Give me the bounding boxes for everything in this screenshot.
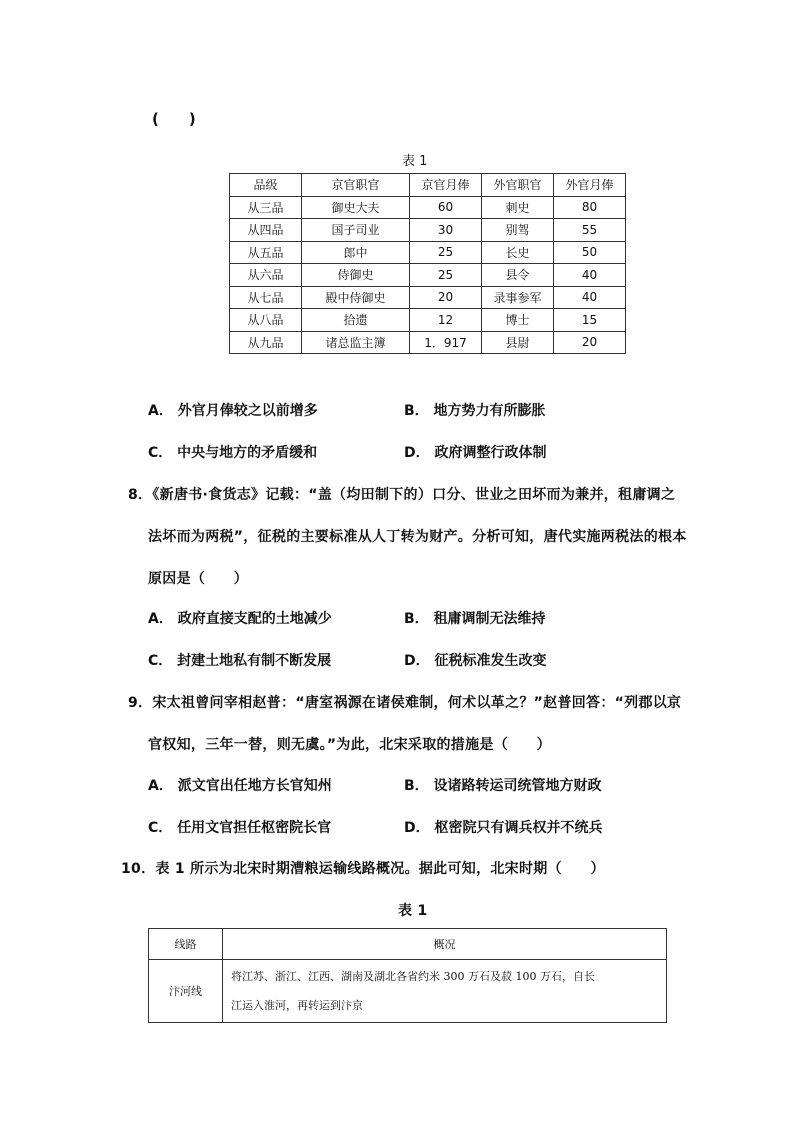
table2-caption: 表 1 (398, 903, 428, 919)
q8-stem-line2: 法坏而为两税”，征税的主要标准从人丁转为财产。分析可知，唐代实施两税法的根本 (148, 529, 687, 545)
table-header-cell: 京官职官 (302, 174, 410, 197)
table-cell: 汴河线 (149, 960, 223, 1023)
route-desc-line1: 将江苏、浙江、江西、湖南及湖北各省约米 300 万石及菽 100 万石，自长 (231, 970, 595, 983)
table-cell (223, 960, 667, 1023)
table-cell: 郎中 (302, 241, 410, 264)
q9-stem-line2: 官权知，三年一替，则无虞。”为此，北宋采取的措施是（ ） (148, 737, 551, 753)
table-cell: 录事参军 (482, 286, 554, 309)
table-cell: 40 (554, 264, 626, 287)
table-cell: 长史 (482, 241, 554, 264)
salary-table (229, 173, 626, 354)
table-cell: 拾遗 (302, 309, 410, 332)
table-row (230, 264, 626, 287)
table-cell: 25 (410, 241, 482, 264)
q9-stem-line1: 9．宋太祖曾问宰相赵普：“唐室祸源在诸侯难制，何术以革之？”赵普回答：“列郡以京 (128, 695, 682, 711)
table-cell: 从六品 (230, 264, 302, 287)
answer-paren: ( ) (152, 110, 196, 128)
table-cell: 1．917 (410, 331, 482, 354)
table-cell: 从七品 (230, 286, 302, 309)
q8-option-d[interactable]: D． 征税标准发生改变 (404, 653, 547, 669)
table-header-row (149, 929, 667, 960)
q9-option-c[interactable]: C． 任用文官担任枢密院长官 (148, 820, 332, 836)
table-header-cell: 外官职官 (482, 174, 554, 197)
table-cell: 刺史 (482, 196, 554, 219)
table-cell: 别驾 (482, 219, 554, 242)
q8-option-c[interactable]: C． 封建土地私有制不断发展 (148, 653, 332, 669)
grain-route-table (148, 928, 667, 1023)
table-cell: 博士 (482, 309, 554, 332)
table-cell: 60 (410, 196, 482, 219)
table-header-cell: 概况 (223, 929, 667, 960)
table-cell: 50 (554, 241, 626, 264)
table-header-cell: 品级 (230, 174, 302, 197)
table-cell: 殿中侍御史 (302, 286, 410, 309)
table-cell: 从八品 (230, 309, 302, 332)
table-cell: 从四品 (230, 219, 302, 242)
q8-stem-line1: 8．《新唐书·食货志》记载：“盖（均田制下的）口分、世业之田坏而为兼并，租庸调之 (128, 487, 676, 503)
table-cell: 从九品 (230, 331, 302, 354)
q7-option-a[interactable]: A． 外官月俸较之以前增多 (148, 403, 318, 419)
table-cell: 25 (410, 264, 482, 287)
table-cell: 御史大夫 (302, 196, 410, 219)
table-cell: 从五品 (230, 241, 302, 264)
table-cell: 40 (554, 286, 626, 309)
table-row (149, 960, 667, 1023)
table-header-cell: 京官月俸 (410, 174, 482, 197)
table-row (230, 309, 626, 332)
q7-option-c[interactable]: C． 中央与地方的矛盾缓和 (148, 445, 318, 461)
q10-stem-line1: 10．表 1 所示为北宋时期漕粮运输线路概况。据此可知，北宋时期（ ） (121, 861, 605, 877)
table-row (230, 286, 626, 309)
q8-stem-line3: 原因是（ ） (148, 571, 249, 587)
table-cell: 55 (554, 219, 626, 242)
q7-option-d[interactable]: D． 政府调整行政体制 (404, 445, 547, 461)
table-cell: 20 (554, 331, 626, 354)
table-row (230, 331, 626, 354)
q9-option-d[interactable]: D． 枢密院只有调兵权并不统兵 (404, 820, 603, 836)
table-cell: 12 (410, 309, 482, 332)
table-cell: 30 (410, 219, 482, 242)
q7-option-b[interactable]: B． 地方势力有所膨胀 (404, 403, 546, 419)
table-row (230, 241, 626, 264)
table-cell: 侍御史 (302, 264, 410, 287)
table-header-cell: 线路 (149, 929, 223, 960)
table-cell: 县令 (482, 264, 554, 287)
q8-option-b[interactable]: B． 租庸调制无法维持 (404, 611, 546, 627)
table-cell: 从三品 (230, 196, 302, 219)
table-header-row (230, 174, 626, 197)
q8-option-a[interactable]: A． 政府直接支配的土地减少 (148, 611, 332, 627)
q9-option-b[interactable]: B． 设诸路转运司统管地方财政 (404, 778, 602, 794)
table-row (230, 219, 626, 242)
table1-caption: 表 1 (402, 154, 428, 169)
q9-option-a[interactable]: A． 派文官出任地方长官知州 (148, 778, 332, 794)
table-row (230, 196, 626, 219)
table-cell: 20 (410, 286, 482, 309)
table-cell: 县尉 (482, 331, 554, 354)
table-cell: 15 (554, 309, 626, 332)
table-cell: 80 (554, 196, 626, 219)
table-cell: 诸总监主簿 (302, 331, 410, 354)
route-desc-line2: 江运入淮河，再转运到汴京 (231, 999, 363, 1012)
table-cell: 国子司业 (302, 219, 410, 242)
table-header-cell: 外官月俸 (554, 174, 626, 197)
